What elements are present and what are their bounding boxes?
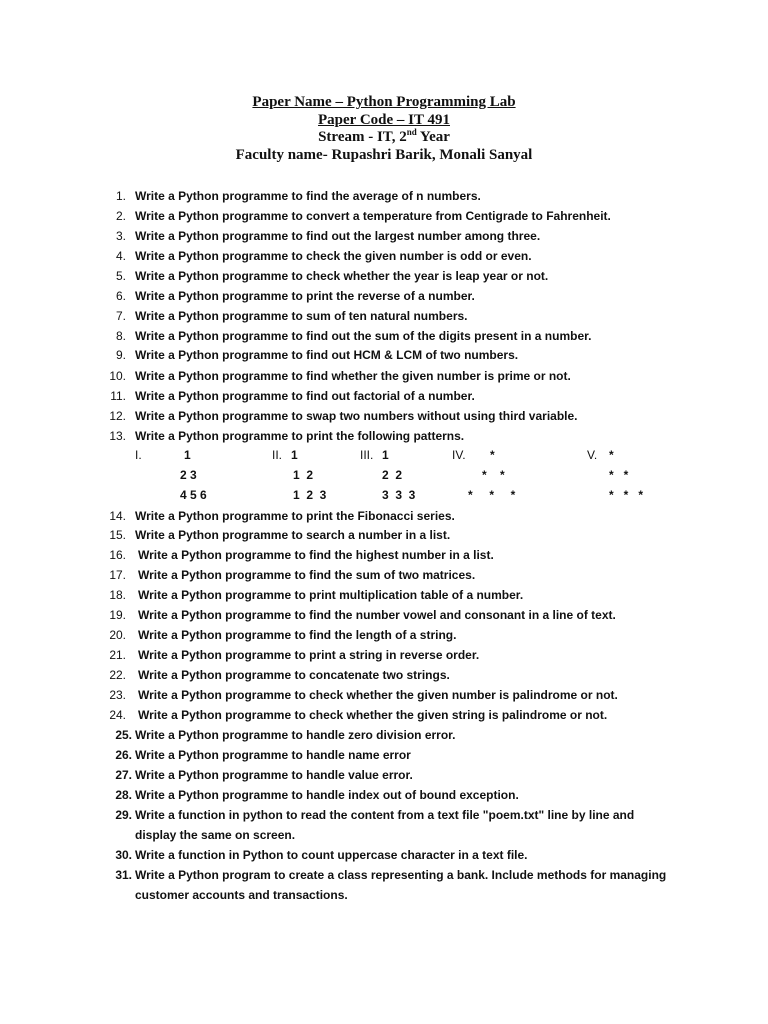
question-number: 22. xyxy=(109,668,126,682)
question-text: Write a Python program to create a class representing a bank. Include methods for managing xyxy=(135,868,667,882)
question-number: 15. xyxy=(109,528,126,542)
question-text-continued: customer accounts and transactions. xyxy=(135,888,348,902)
pattern2-row2: 1 2 xyxy=(293,468,314,482)
question-text: Write a Python programme to handle name error xyxy=(135,748,411,762)
question-text: Write a Python programme to find whether the given number is prime or not. xyxy=(135,369,571,383)
question-number: 14. xyxy=(109,509,126,523)
question-number: 20. xyxy=(109,628,126,642)
question-text: Write a Python programme to concatenate two strings. xyxy=(138,668,450,682)
question-number: 31. xyxy=(115,868,132,882)
question-text: Write a Python programme to convert a temperature from Centigrade to Fahrenheit. xyxy=(135,209,611,223)
pattern4-row1: * xyxy=(490,448,495,462)
question-text: Write a function in python to read the content from a text file "poem.txt" line by line and xyxy=(135,808,635,822)
stream-line xyxy=(0,129,768,147)
question-text: Write a Python programme to find the number vowel and consonant in a line of text. xyxy=(138,608,616,622)
paper-code: Paper Code – IT 491 xyxy=(318,111,450,128)
question-number: 9. xyxy=(115,348,126,362)
question-number: 26. xyxy=(115,748,132,762)
pattern1-row2: 2 3 xyxy=(180,468,197,482)
faculty-line: Faculty name- Rupashri Barik, Monali Sanyal xyxy=(235,146,533,163)
pattern2-row3: 1 2 3 xyxy=(293,488,327,502)
pattern5-row3: * * * xyxy=(609,488,644,502)
pattern-label-4: IV. xyxy=(452,448,466,462)
stream-prefix: Stream - IT, 2 xyxy=(318,129,407,145)
question-number: 4. xyxy=(115,249,126,263)
pattern5-row2: * * xyxy=(609,468,629,482)
question-text: Write a Python programme to find the length of a string. xyxy=(138,628,457,642)
question-number: 8. xyxy=(115,329,126,343)
question-number: 7. xyxy=(115,309,126,323)
question-number: 13. xyxy=(109,429,126,443)
question-text: Write a Python programme to find out the sum of the digits present in a number. xyxy=(135,329,592,343)
pattern1-row3: 4 5 6 xyxy=(180,488,207,502)
question-text: Write a Python programme to find the sum of two matrices. xyxy=(138,568,476,582)
pattern4-row2: * * xyxy=(482,468,505,482)
question-number: 10. xyxy=(109,369,126,383)
pattern-label-5: V. xyxy=(587,448,598,462)
pattern2-row1: 1 xyxy=(291,448,298,462)
pattern3-row1: 1 xyxy=(382,448,389,462)
question-text: Write a Python programme to print the following patterns. xyxy=(135,429,465,443)
question-text: Write a Python programme to sum of ten natural numbers. xyxy=(135,309,468,323)
stream-suffix: Year xyxy=(416,129,450,145)
question-number: 16. xyxy=(109,548,126,562)
question-text: Write a Python programme to check whether the given number is palindrome or not. xyxy=(138,688,618,702)
question-number: 30. xyxy=(115,848,132,862)
question-number: 18. xyxy=(109,588,126,602)
question-number: 29. xyxy=(115,808,132,822)
question-text: Write a Python programme to print a string in reverse order. xyxy=(138,648,480,662)
question-number: 1. xyxy=(115,189,126,203)
question-text: Write a Python programme to find the highest number in a list. xyxy=(138,548,494,562)
pattern1-row1: 1 xyxy=(184,448,191,462)
stream-sup: nd xyxy=(406,127,417,137)
question-text: Write a function in Python to count uppercase character in a text file. xyxy=(135,848,528,862)
question-text: Write a Python programme to check whether the year is leap year or not. xyxy=(135,269,549,283)
paper-name: Paper Name – Python Programming Lab xyxy=(252,94,516,110)
question-number: 28. xyxy=(115,788,132,802)
question-text: Write a Python programme to check the given number is odd or even. xyxy=(135,249,532,263)
question-number: 5. xyxy=(115,269,126,283)
pattern3-row3: 3 3 3 xyxy=(382,488,416,502)
question-text: Write a Python programme to find out the largest number among three. xyxy=(135,229,541,243)
question-text: Write a Python programme to swap two numbers without using third variable. xyxy=(135,409,578,423)
question-text: Write a Python programme to handle index out of bound exception. xyxy=(135,788,519,802)
question-text: Write a Python programme to handle value error. xyxy=(135,768,413,782)
question-number: 25. xyxy=(115,728,132,742)
pattern-label-2: II. xyxy=(272,448,283,462)
question-number: 23. xyxy=(109,688,126,702)
question-number: 24. xyxy=(109,708,126,722)
question-text: Write a Python programme to handle zero division error. xyxy=(135,728,456,742)
question-number: 12. xyxy=(109,409,126,423)
pattern-label-3: III. xyxy=(360,448,374,462)
question-number: 11. xyxy=(110,389,126,403)
question-number: 6. xyxy=(115,289,126,303)
question-text: Write a Python programme to find out factorial of a number. xyxy=(135,389,475,403)
question-number: 19. xyxy=(109,608,126,622)
question-number: 21. xyxy=(109,648,126,662)
question-text: Write a Python programme to search a number in a list. xyxy=(135,528,451,542)
question-number: 17. xyxy=(109,568,126,582)
question-number: 3. xyxy=(115,229,126,243)
question-text: Write a Python programme to check whether the given string is palindrome or not. xyxy=(138,708,608,722)
document-header xyxy=(0,94,768,164)
pattern3-row2: 2 2 xyxy=(382,468,403,482)
question-text: Write a Python programme to find out HCM & LCM of two numbers. xyxy=(135,348,519,362)
question-text: Write a Python programme to find the average of n numbers. xyxy=(135,189,481,203)
pattern4-row3: * * * xyxy=(468,488,516,502)
pattern5-row1: * xyxy=(609,448,614,462)
question-text-continued: display the same on screen. xyxy=(135,828,296,842)
question-text: Write a Python programme to print multiplication table of a number. xyxy=(138,588,524,602)
question-text: Write a Python programme to print the Fibonacci series. xyxy=(135,509,455,523)
question-number: 27. xyxy=(115,768,132,782)
question-text: Write a Python programme to print the reverse of a number. xyxy=(135,289,475,303)
question-number: 2. xyxy=(115,209,126,223)
pattern-label-1: I. xyxy=(135,448,142,462)
